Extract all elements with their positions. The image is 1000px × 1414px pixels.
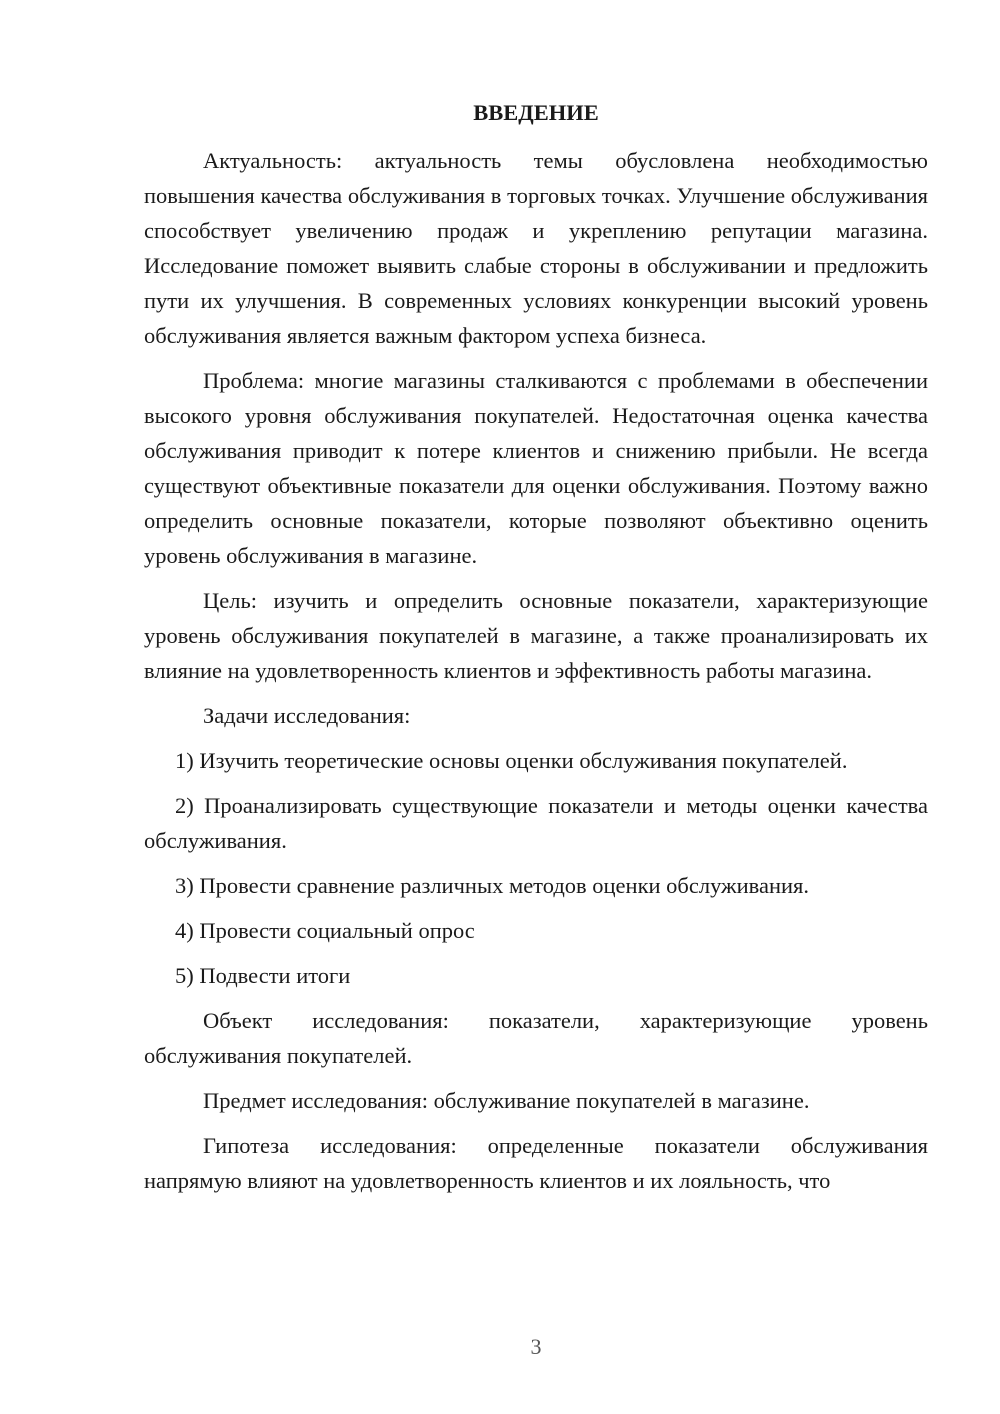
paragraph-hypothesis: Гипотеза исследования: определенные показатели обслуживания напрямую влияют на удовлетворенность клиентов и их лояльность, что — [144, 1133, 928, 1193]
task-item-3: 3) Провести сравнение различных методов оценки обслуживания. — [175, 873, 809, 898]
paragraph-object: Объект исследования: показатели, характеризующие уровень обслуживания покупателей. — [144, 1008, 928, 1068]
task-item-4: 4) Провести социальный опрос — [175, 918, 475, 943]
paragraph-goal: Цель: изучить и определить основные показатели, характеризующие уровень обслуживания покупателей в магазине, а также проанализировать их влияние на удовлетворенность клиентов и эффективность работы магазина. — [144, 588, 928, 683]
page-content — [144, 95, 928, 1208]
task-item-5: 5) Подвести итоги — [175, 963, 351, 988]
task-item-1: 1) Изучить теоретические основы оценки обслуживания покупателей. — [175, 748, 848, 773]
paragraph-subject: Предмет исследования: обслуживание покупателей в магазине. — [203, 1088, 810, 1113]
tasks-heading: Задачи исследования: — [203, 703, 411, 728]
paragraph-relevance: Актуальность: актуальность темы обусловлена необходимостью повышения качества обслуживания в торговых точках. Улучшение обслуживания способствует увеличению продаж и укреплению репутации магазина. Исследование поможет выявить слабые стороны в обслуживании и предложить пути их улучшения. В современных условиях конкуренции высокий уровень обслуживания является важным фактором успеха бизнеса. — [144, 148, 928, 348]
section-title: ВВЕДЕНИЕ — [473, 100, 599, 125]
task-item-2: 2) Проанализировать существующие показатели и методы оценки качества обслуживания. — [144, 793, 928, 853]
paragraph-problem: Проблема: многие магазины сталкиваются с проблемами в обеспечении высокого уровня обслуживания покупателей. Недостаточная оценка качества обслуживания приводит к потере клиентов и снижению прибыли. Не всегда существуют объективные показатели для оценки обслуживания. Поэтому важно определить основные показатели, которые позволяют объективно оценить уровень обслуживания в магазине. — [144, 368, 928, 568]
page-number: 3 — [530, 1334, 542, 1359]
